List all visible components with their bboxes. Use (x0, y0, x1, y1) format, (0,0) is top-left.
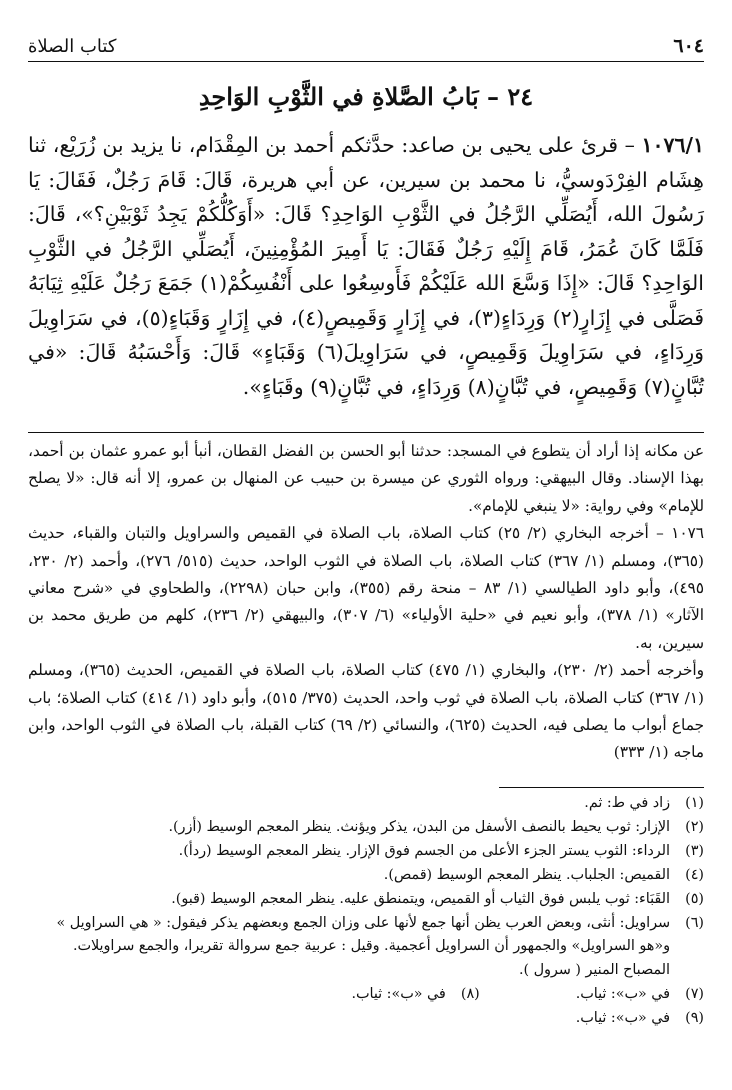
footnote-number: (٦) (685, 914, 704, 931)
footnote-text: القَبَاء: ثوب يلبس فوق الثياب أو القميص، ويتمنطق عليه. ينظر المعجم الوسيط (قبو). (171, 890, 670, 907)
footnote-number: (١) (685, 795, 704, 811)
footnote (28, 816, 704, 840)
takhrij-block (28, 438, 704, 767)
takhrij-paragraph: وأخرجه أحمد (٢/ ٢٣٠)، والبخاري (١/ ٤٧٥) كتاب الصلاة، باب الصلاة في القميص، الحديث (٣٦٥)، ومسلم (١/ ٣٦٧) كتاب الصلاة، باب الصلاة في ثوب واحد، الحديث (٣٧٥/ ٥١٥)، وأبو داود (١/ ٤١٤) كتاب الصلاة؛ باب جماع أبواب ما يصلى فيه، الحديث (٦٢٥)، والنسائي (٢/ ٦٩) كتاب القبلة، باب الصلاة في الثوب الواحد، وابن ماجه (١/ ٣٣٣) (28, 661, 704, 762)
footnote (28, 1007, 704, 1031)
footnote (576, 983, 704, 1007)
footnote-text: زاد في ط: ثم. (584, 795, 670, 811)
hadith-text-block (28, 128, 704, 404)
footnote-number: (٢) (685, 818, 704, 835)
footnote-number: (٧) (685, 986, 704, 1003)
footnote (28, 864, 704, 888)
takhrij-paragraph: ١٠٧٦ – أخرجه البخاري (٢/ ٢٥) كتاب الصلاة، باب الصلاة في القميص والسراويل والتبان والقباء، حديث (٣٦٥)، ومسلم (١/ ٣٦٧) كتاب الصلاة، باب الصلاة في الثوب الواحد، حديث (٥١٥/ ٢٧٦)، وأحمد (٢/ ٢٣٠، ٤٩٥)، وأبو داود الطيالسي (١/ ٨٣ – منحة رقم (٣٥٥)، وابن حبان (٢٢٩٨)، والطحاوي في «شرح معاني الآثار» (١/ ٣٧٨)، وأبو نعيم في «حلية الأولياء» (٦/ ٣٠٧)، والبيهقي (٢/ ٢٣٦)، كلهم من طريق محمد بن سيرين، به. (28, 524, 704, 652)
footnote-pair (28, 983, 704, 1007)
page-number: ٦٠٤ (673, 35, 704, 57)
footnote-text: سراويل: أنثى، وبعض العرب يظن أنها جمع لأنها على وزان الجمع وبعضهم يذكر فيقول: « هي السراويل » و«هو السراويل» والجمهور أن السراويل أعجمية. وقيل : عربية جمع سروالة تقريرا، والجمع سراويلات. المصباح المنير ( سرول ). (56, 914, 670, 979)
footnote-number: (٣) (685, 842, 704, 859)
footnote-text: القميص: الجلباب. ينظر المعجم الوسيط (قمص). (383, 866, 670, 883)
hadith-text: – قرئ على يحيى بن صاعد: حدَّثكم أحمد بن المِقْدَام، نا يزيد بن زُرَيْع، ثنا هِشَام الفِرْدَوسيُّ، نا محمد بن سيرين، عن أبي هريرة، قَالَ: قَامَ رَجُلٌ، فَقَالَ: يَا رَسُولَ الله، أَيُصَلِّي الرَّجُلُ في الثَّوْبِ الوَاحِدِ؟ قَالَ: «أَوَكُلُّكُمْ يَجِدُ ثَوْبَيْنِ؟»، قَالَ: فَلَمَّا كَانَ عُمَرُ، قَامَ إِلَيْهِ رَجُلٌ فَقَالَ: يَا أَمِيرَ المُؤْمِنِينَ، أَيُصَلِّي الرَّجُلُ في الثَّوْبِ الوَاحِدِ؟ قَالَ: «إِذَا وَسَّعَ الله عَلَيْكُمْ فَأَوسِعُوا على أَنْفُسِكُمْ(١) جَمَعَ رَجُلٌ عَلَيْهِ ثِيَابَهُ فَصَلَّى في إِزَارٍ(٢) وَرِدَاءٍ(٣)، في إِزَارٍ وَقَمِيصٍ(٤)، في إِزَارٍ وَقَبَاءٍ(٥)، في سَرَاوِيلَ وَرِدَاءٍ، في سَرَاوِيلَ وَقَمِيصٍ، في سَرَاوِيلَ(٦) وَقَبَاءٍ» قَالَ: وَأَحْسَبُهُ قَالَ: «في تُبَّانٍ(٧) وَقَمِيصٍ، في تُبَّانٍ(٨) وَرِدَاءٍ، في تُبَّانٍ(٩) وقَبَاءٍ». (28, 133, 704, 399)
footnote-divider (499, 787, 704, 788)
footnote-number: (٩) (685, 1010, 704, 1027)
footnote (28, 888, 704, 912)
footnote-text: في «ب»: ثياب. (575, 1010, 670, 1027)
footnotes (28, 792, 704, 1031)
chapter-title: ٢٤ – بَابُ الصَّلاةِ في الثَّوْبِ الوَاحِدِ (198, 82, 534, 111)
footnote (351, 983, 479, 1007)
footnote-text: في «ب»: ثياب. (575, 986, 670, 1003)
footnote-text: في «ب»: ثياب. (351, 986, 446, 1003)
footnote (28, 912, 704, 984)
book-title: كتاب الصلاة (28, 36, 117, 57)
hadith-number: ١٠٧٦/١ (641, 133, 704, 157)
footnote-text: الرداء: الثوب يستر الجزء الأعلى من الجسم فوق الإزار. ينظر المعجم الوسيط (ردأ). (178, 842, 670, 859)
running-header (28, 28, 704, 62)
footnote-text: الإزار: ثوب يحيط بالنصف الأسفل من البدن، يذكر ويؤنث. ينظر المعجم الوسيط (أزر). (168, 818, 670, 835)
footnote (28, 792, 704, 816)
footnote-number: (٨) (460, 986, 480, 1003)
takhrij-paragraph: عن مكانه إذا أراد أن يتطوع في المسجد: حدثنا أبو الحسن بن الفضل القطان، أنبأ أبو عمرو عثمان بن أحمد، بهذا الإسناد. وقال البيهقي: ورواه الثوري عن ميسرة بن حبيب عن المنهال بن عمرو، إلا أنه قال: «لا يصلح للإمام» وفي رواية: «لا ينبغي للإمام». (28, 442, 704, 515)
footnote-number: (٤) (685, 866, 704, 883)
footnote (28, 840, 704, 864)
footnote-number: (٥) (685, 890, 704, 907)
text-divider (28, 432, 704, 433)
